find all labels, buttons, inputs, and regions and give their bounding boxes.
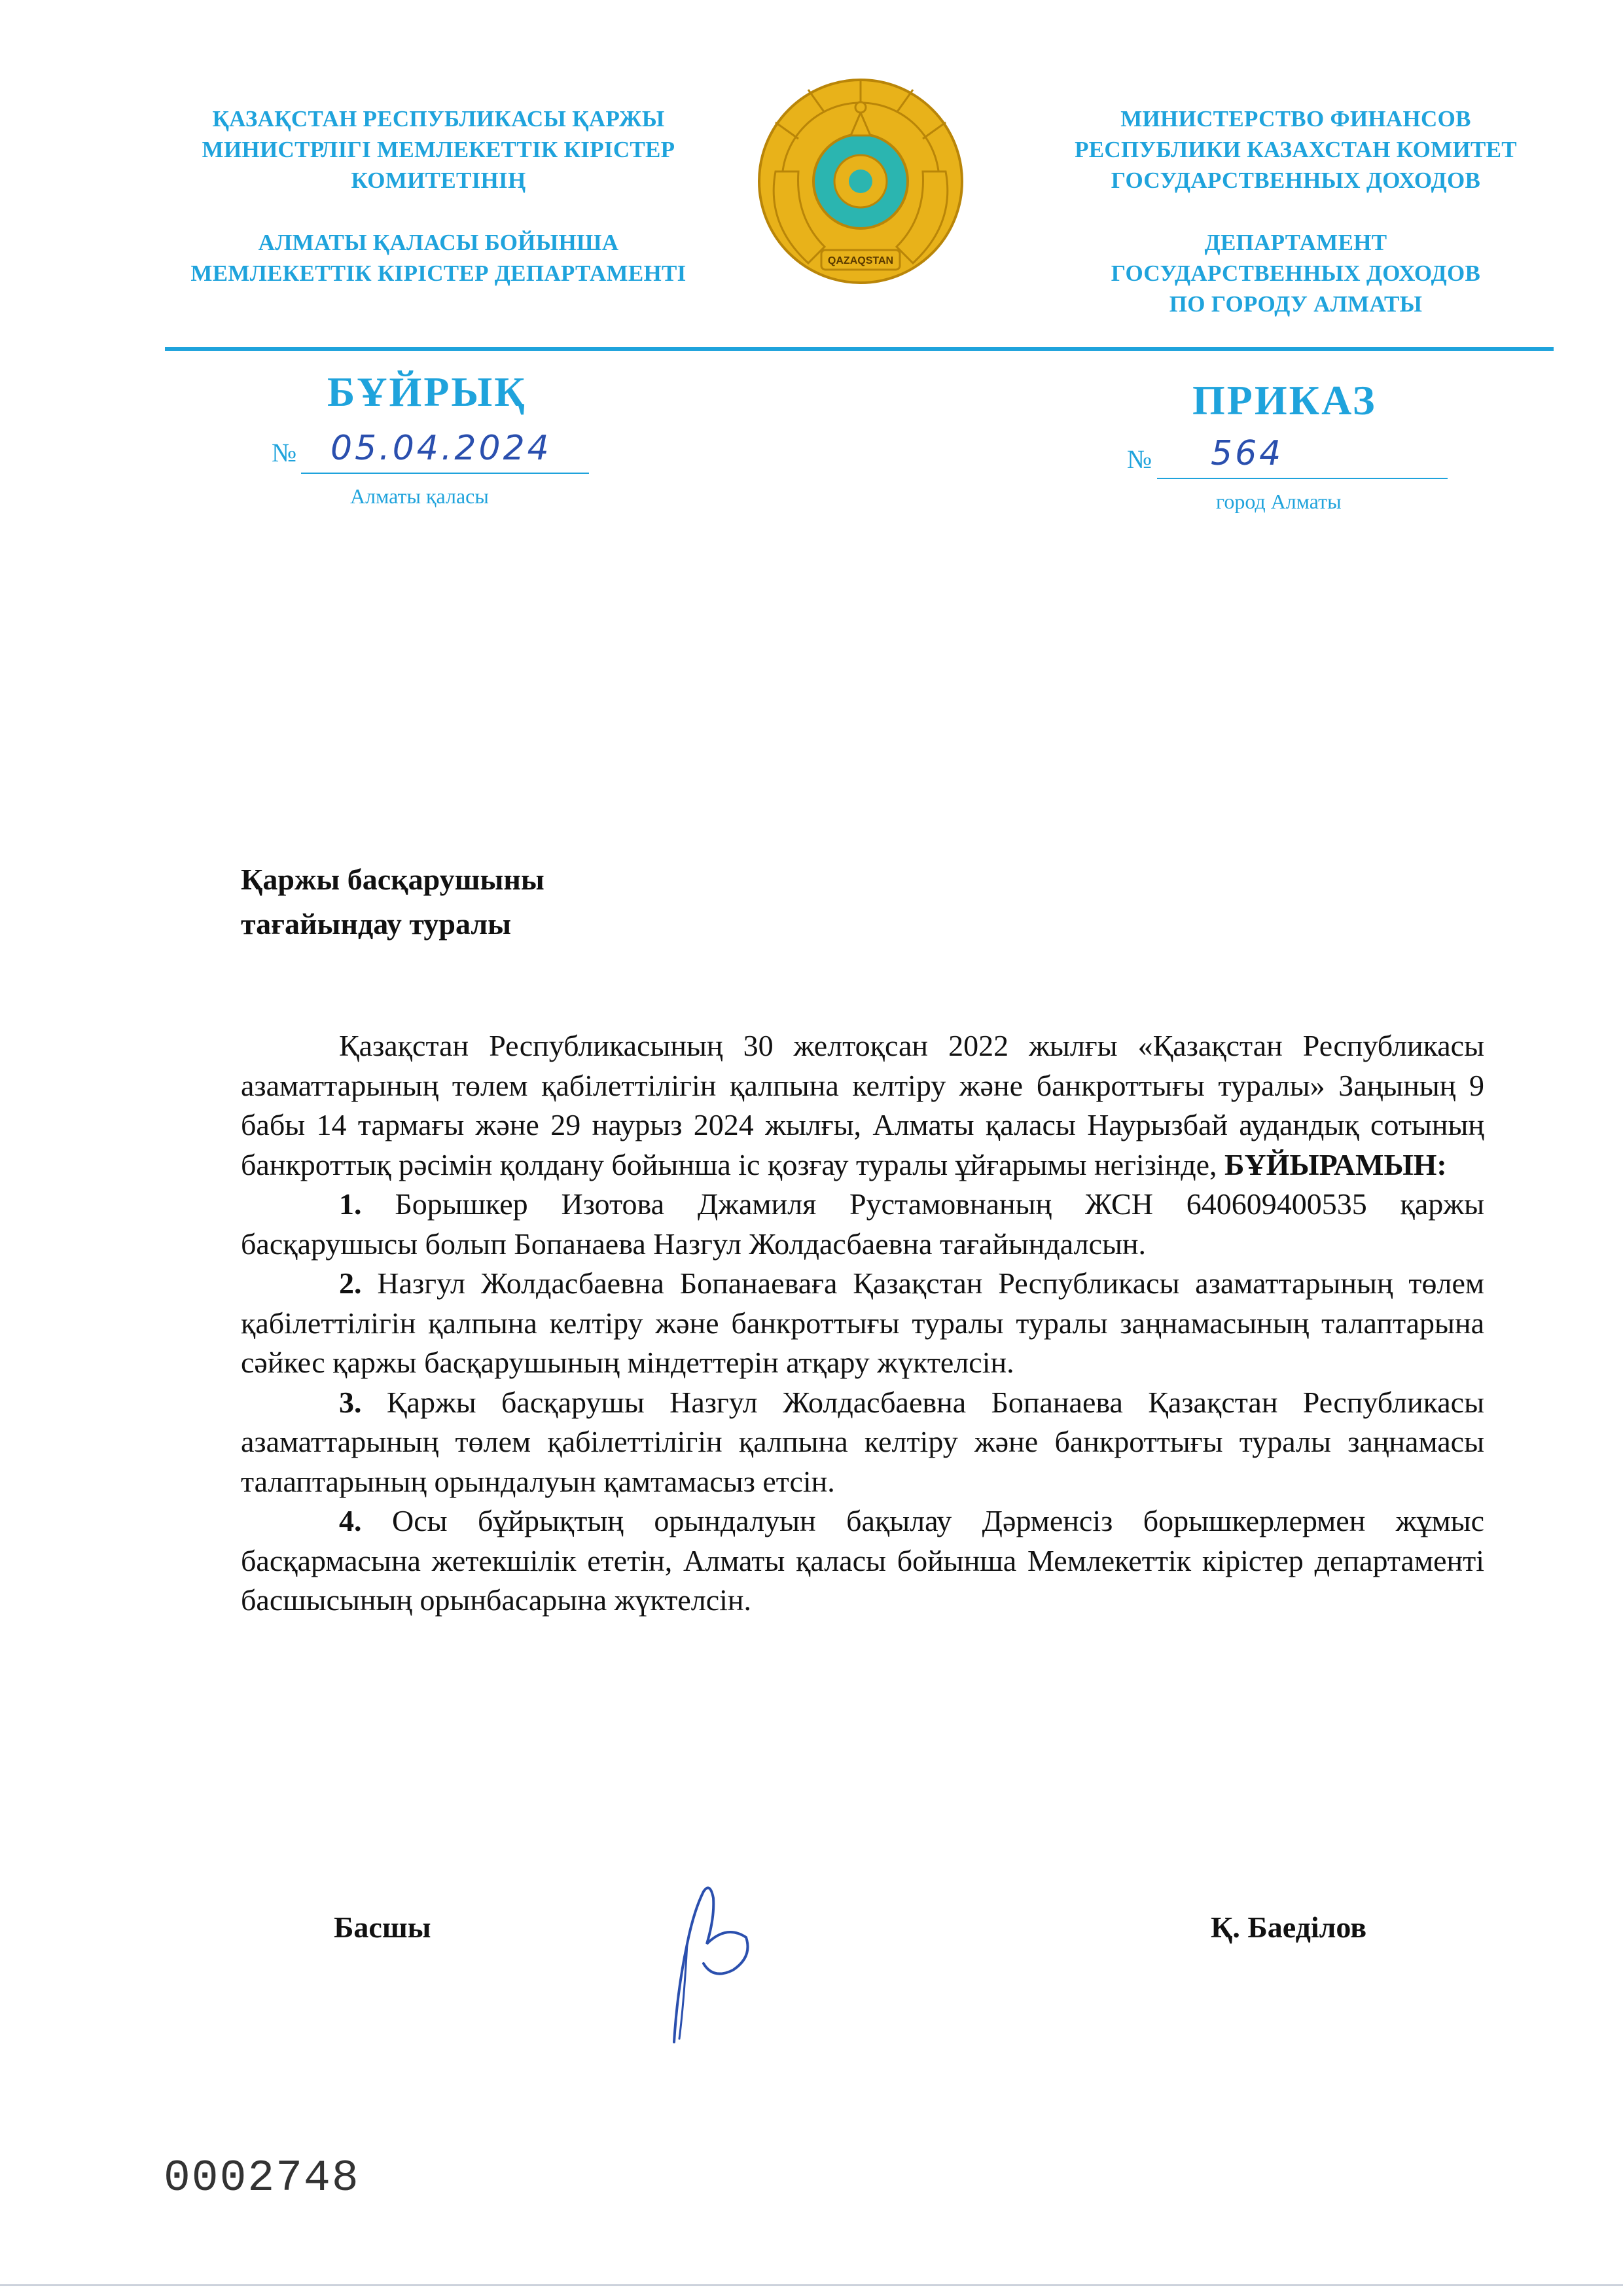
item-text: Назгул Жолдасбаевна Бопанаеваға Қазақстан Республикасы азаматтарының төлем қабілеттілігін қалпына келтіру және банкроттығы туралы туралы заңнамасының талаптарына сәйкес қаржы басқарушының міндеттерін атқару жүктелсін. [241, 1266, 1484, 1379]
item-number: 3. [339, 1385, 362, 1419]
signatory-name: Қ. Баеділов [1211, 1910, 1367, 1944]
item-number: 1. [339, 1187, 362, 1221]
number-sign-right: № [1127, 444, 1152, 474]
order-title-ru: ПРИКАЗ [1192, 377, 1377, 423]
order-item-2 [241, 1264, 1484, 1383]
item-text: Осы бұйрықтың орындалуын бақылау Дәрменсіз борышкерлермен жұмыс басқармасына жетекшілік ететін, Алматы қаласы бойынша Мемлекеттік кірістер департаменті басшысының орынбасарына жүктелсін. [241, 1504, 1484, 1617]
subject-line-2: тағайындау туралы [241, 907, 512, 941]
handwritten-number: 564 [1211, 434, 1284, 473]
order-title-kz: БҰЙРЫҚ [327, 368, 527, 415]
serial-number: 0002748 [164, 2153, 360, 2204]
state-emblem-icon [753, 73, 969, 296]
right-org-line-3: ГОСУДАРСТВЕННЫХ ДОХОДОВ [1111, 168, 1481, 193]
subject-line-1: Қаржы басқарушыны [241, 863, 544, 896]
item-text: Қаржы басқарушы Назгул Жолдасбаевна Бопанаева Қазақстан Республикасы азаматтарының төлем қабілеттілігін қалпына келтіру және банкроттығы туралы заңнамасы талаптарының орындалуын қамтамасыз етсін. [241, 1385, 1484, 1498]
preamble-order-word: БҰЙЫРАМЫН: [1224, 1147, 1447, 1181]
left-org-line-2: МИНИСТРЛІГІ МЕМЛЕКЕТТІК КІРІСТЕР [202, 137, 675, 162]
left-dept-line-1: АЛМАТЫ ҚАЛАСЫ БОЙЫНША [258, 230, 619, 255]
document-body [241, 1026, 1484, 1621]
city-ru: город Алматы [1216, 490, 1342, 513]
left-dept-line-2: МЕМЛЕКЕТТІК КІРІСТЕР ДЕПАРТАМЕНТІ [190, 260, 687, 286]
city-kz: Алматы қаласы [350, 484, 489, 508]
item-text: Борышкер Изотова Джамиля Рустамовнаның ЖСН 640609400535 қаржы басқарушысы болып Бопанаева Назгул Жолдасбаевна тағайындалсын. [241, 1187, 1484, 1261]
right-org-line-2: РЕСПУБЛИКИ КАЗАХСТАН КОМИТЕТ [1075, 137, 1517, 162]
left-org-line-1: ҚАЗАҚСТАН РЕСПУБЛИКАСЫ ҚАРЖЫ [212, 106, 665, 132]
order-item-4 [241, 1501, 1484, 1621]
emblem-text: QAZAQSTAN [827, 255, 894, 266]
date-underline [301, 473, 589, 474]
handwritten-signature-icon [648, 1872, 779, 2049]
number-sign-left: № [272, 438, 297, 467]
right-org-line-1: МИНИСТЕРСТВО ФИНАНСОВ [1120, 106, 1471, 132]
left-org-line-3: КОМИТЕТІНІҢ [351, 168, 526, 193]
right-dept-line-3: ПО ГОРОДУ АЛМАТЫ [1169, 291, 1423, 317]
order-item-1 [241, 1185, 1484, 1264]
preamble-text: Қазақстан Республикасының 30 желтоқсан 2022 жылғы «Қазақстан Республикасы азаматтарының төлем қабілеттілігін қалпына келтіру және банкроттығы туралы» Заңының 9 бабы 14 тармағы және 29 наурыз 2024 жылғы, Алматы қаласы Наурызбай аудандық сотының банкроттық рәсімін қолдану бойынша іс қозғау туралы ұйғарымы негізінде, [241, 1029, 1484, 1181]
scan-edge [0, 2284, 1623, 2286]
header-right-ru [1008, 103, 1584, 319]
item-number: 2. [339, 1266, 362, 1300]
right-dept-line-1: ДЕПАРТАМЕНТ [1204, 230, 1387, 255]
item-number: 4. [339, 1504, 362, 1537]
handwritten-date: 05.04.2024 [330, 429, 552, 468]
right-dept-line-2: ГОСУДАРСТВЕННЫХ ДОХОДОВ [1111, 260, 1481, 286]
number-underline [1157, 478, 1448, 479]
order-item-3 [241, 1383, 1484, 1502]
preamble-paragraph [241, 1026, 1484, 1185]
header-divider [165, 347, 1554, 351]
signatory-role: Басшы [334, 1910, 431, 1944]
header-left-kz [157, 103, 720, 289]
document-subject [241, 857, 544, 946]
